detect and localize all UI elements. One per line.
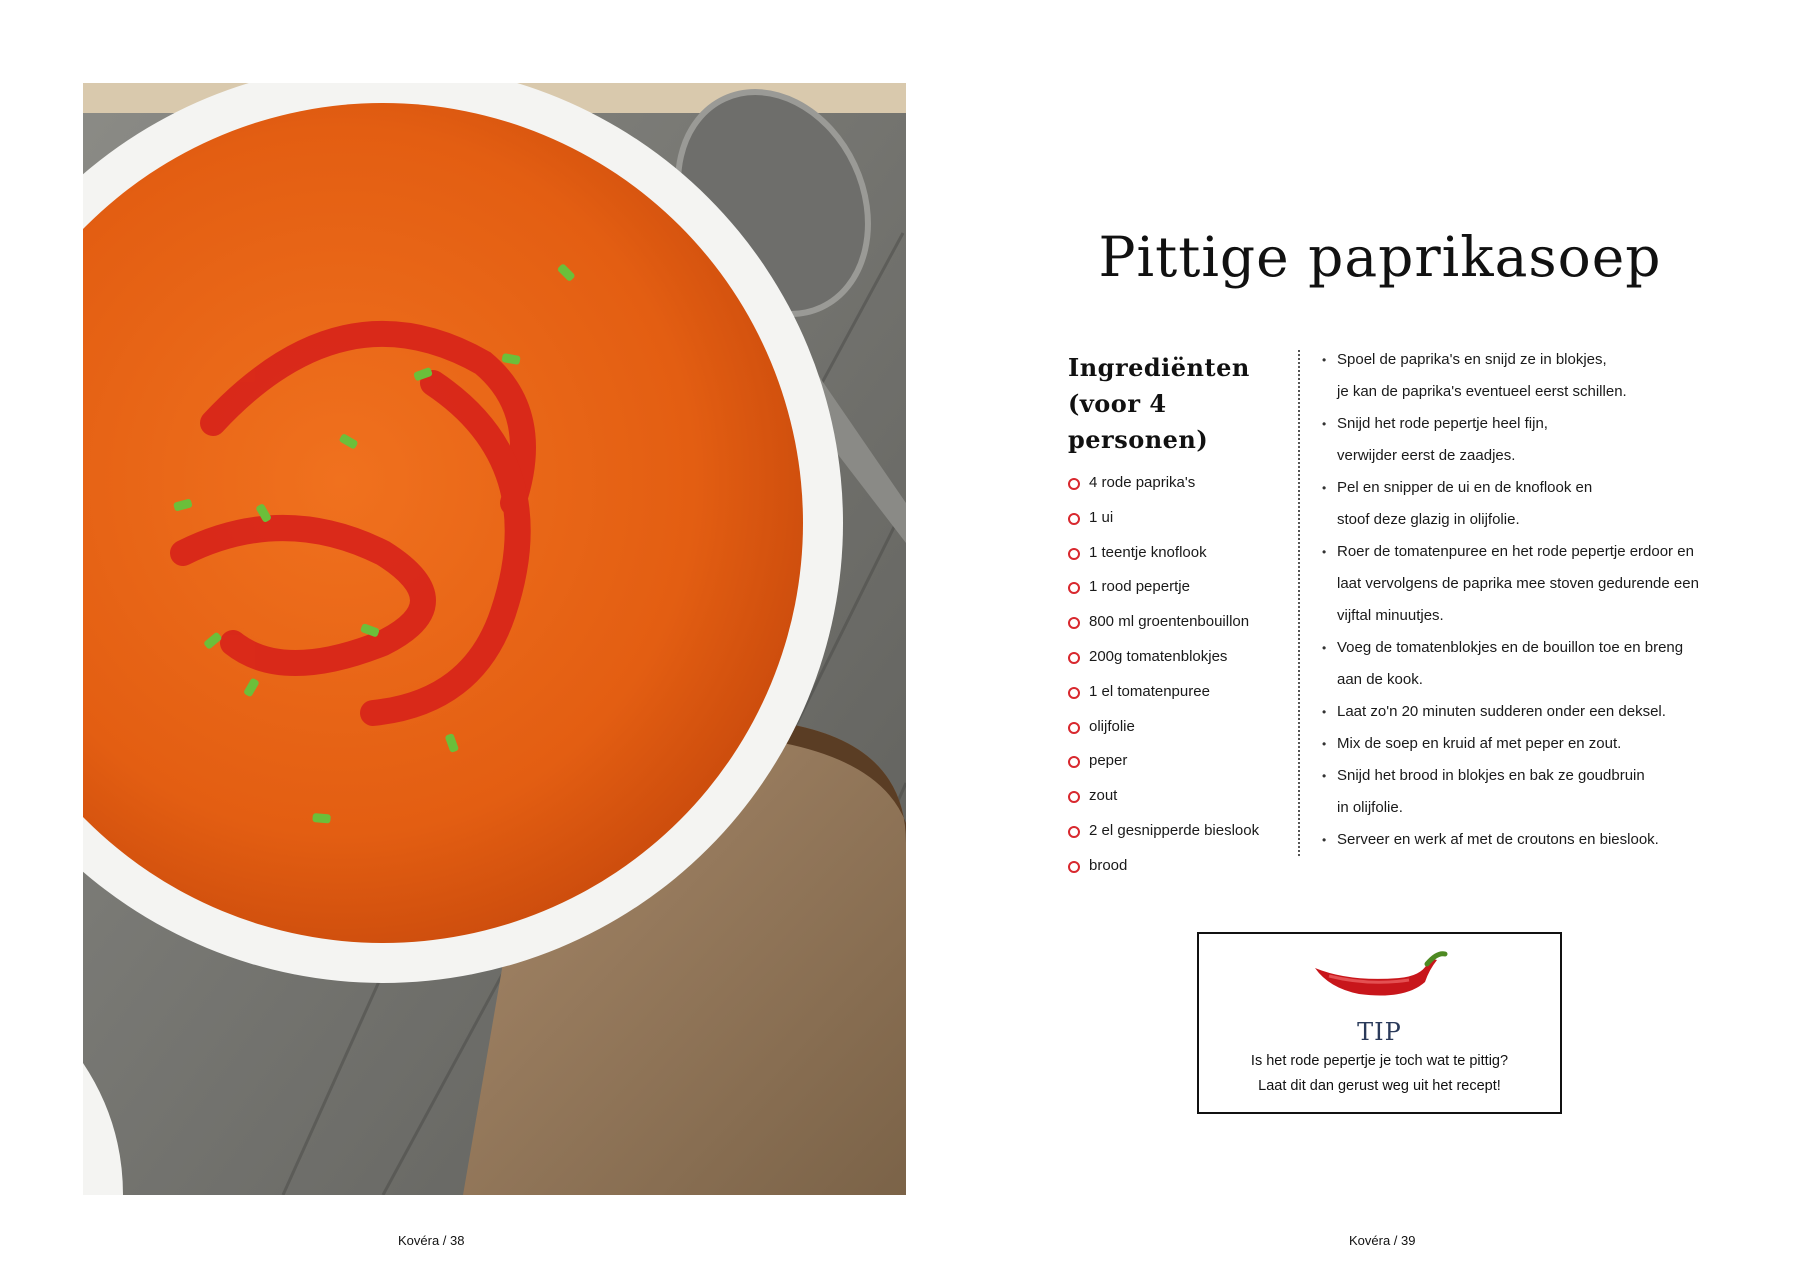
recipe-title: Pittige paprikasoep <box>1098 225 1662 289</box>
ingredient-item: 800 ml groentenbouillon <box>1068 605 1298 640</box>
step-item: • Snijd het brood in blokjes en bak ze goudbruin in olijfolie. <box>1322 760 1702 824</box>
ingredient-item: 1 el tomatenpuree <box>1068 675 1298 710</box>
bullet-ring-icon <box>1068 478 1080 490</box>
ingredient-item: 4 rode paprika's <box>1068 466 1298 501</box>
bullet-ring-icon <box>1068 513 1080 525</box>
ingredients-heading-line1: Ingrediënten <box>1068 353 1250 382</box>
step-item: • Voeg de tomatenblokjes en de bouillon toe en breng aan de kook. <box>1322 632 1702 696</box>
ingredient-item: 200g tomatenblokjes <box>1068 640 1298 675</box>
ingredient-item: peper <box>1068 744 1298 779</box>
ingredient-item: olijfolie <box>1068 710 1298 745</box>
bullet-ring-icon <box>1068 687 1080 699</box>
page-number-right: Kovéra / 39 <box>1349 1233 1416 1248</box>
tip-line: Laat dit dan gerust weg uit het recept! <box>1258 1078 1501 1094</box>
tip-box <box>1197 932 1562 1114</box>
soup-illustration <box>83 83 906 1195</box>
column-divider <box>1298 350 1300 856</box>
ingredient-item: 1 rood pepertje <box>1068 570 1298 605</box>
ingredient-item: 1 teentje knoflook <box>1068 536 1298 571</box>
soup-photo <box>83 83 906 1195</box>
bullet-ring-icon <box>1068 826 1080 838</box>
ingredients-list <box>1068 466 1298 884</box>
step-item: • Mix de soep en kruid af met peper en zout. <box>1322 728 1702 760</box>
bullet-ring-icon <box>1068 582 1080 594</box>
tip-title: TIP <box>1357 1018 1402 1046</box>
step-item: • Snijd het rode pepertje heel fijn, verwijder eerst de zaadjes. <box>1322 408 1702 472</box>
step-item: • Laat zo'n 20 minuten sudderen onder een deksel. <box>1322 696 1702 728</box>
page-number-left: Kovéra / 38 <box>398 1233 465 1248</box>
bullet-ring-icon <box>1068 756 1080 768</box>
tip-text <box>1199 1049 1560 1099</box>
bullet-ring-icon <box>1068 652 1080 664</box>
bullet-ring-icon <box>1068 791 1080 803</box>
ingredient-item: 2 el gesnipperde bieslook <box>1068 814 1298 849</box>
bullet-ring-icon <box>1068 722 1080 734</box>
step-item: • Serveer en werk af met de croutons en bieslook. <box>1322 824 1702 856</box>
ingredient-item: 1 ui <box>1068 501 1298 536</box>
ingredient-item: brood <box>1068 849 1298 884</box>
preparation-steps <box>1322 344 1702 856</box>
tip-line: Is het rode pepertje je toch wat te pittig? <box>1250 1053 1509 1069</box>
bullet-ring-icon <box>1068 548 1080 560</box>
ingredient-item: zout <box>1068 779 1298 814</box>
bullet-ring-icon <box>1068 617 1080 629</box>
ingredients-section <box>1068 350 1298 884</box>
bullet-ring-icon <box>1068 861 1080 873</box>
ingredients-heading <box>1068 350 1298 458</box>
ingredients-heading-line2: (voor 4 personen) <box>1068 389 1209 454</box>
step-item: • Pel en snipper de ui en de knoflook en stoof deze glazig in olijfolie. <box>1322 472 1702 536</box>
chili-pepper-icon <box>1309 948 1449 1004</box>
step-item: • Roer de tomatenpuree en het rode pepertje erdoor en laat vervolgens de paprika mee stoven gedurende een vijftal minuutjes. <box>1322 536 1702 632</box>
step-item: • Spoel de paprika's en snijd ze in blokjes, je kan de paprika's eventueel eerst schillen. <box>1322 344 1702 408</box>
